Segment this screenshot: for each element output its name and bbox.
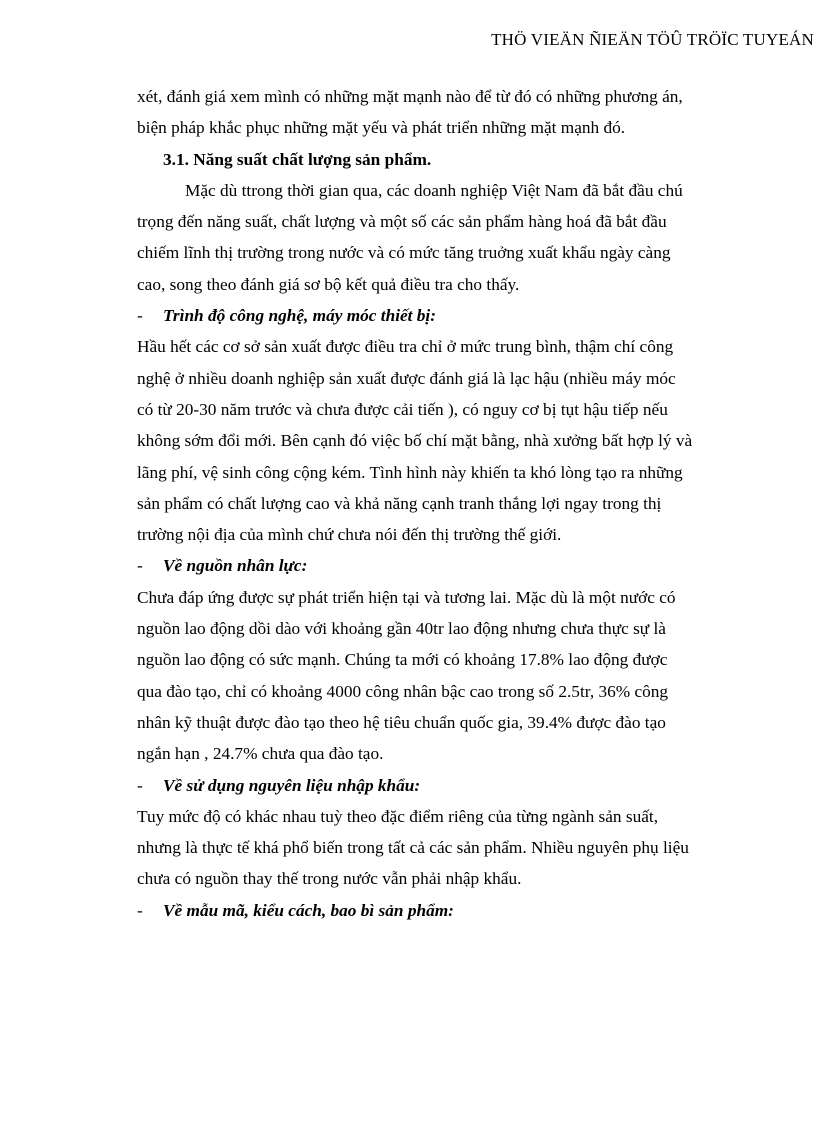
bullet-heading — [137, 300, 757, 331]
text-line: trường nội địa của mình chứ chưa nói đến thị trường thế giới. — [137, 525, 562, 545]
text-line: chiếm lĩnh thị trường trong nước và có mức tăng truởng xuất khẩu ngày càng — [137, 243, 671, 263]
bullet-heading-text: Về sử dụng nguyên liệu nhập khẩu: — [163, 775, 421, 795]
text-line: nhân kỹ thuật được đào tạo theo hệ tiêu chuẩn quốc gia, 39.4% được đào tạo — [137, 712, 666, 732]
page-header: THÖ VIEÄN ÑIEÄN TÖÛ TRÖÏC TUYEÁN — [491, 30, 814, 49]
text-line: có từ 20-30 năm trước và chưa được cải tiến ), có nguy cơ bị tụt hậu tiếp nếu — [137, 399, 668, 419]
text-line: biện pháp khắc phục những mặt yếu và phát triển những mặt mạnh đó. — [137, 118, 626, 138]
text-line: nghệ ở nhiều doanh nghiệp sản xuất được đánh giá là lạc hậu (nhiều máy móc — [137, 368, 676, 388]
text-line: nhưng là thực tế khá phổ biến trong tất cả các sản phẩm. Nhiều nguyên phụ liệu — [137, 838, 689, 858]
text-line: Mặc dù ttrong thời gian qua, các doanh nghiệp Việt Nam đã bắt đầu chú — [185, 180, 683, 200]
text-line: chưa có nguồn thay thế trong nước vẫn phải nhập khẩu. — [137, 869, 522, 889]
text-line: không sớm đổi mới. Bên cạnh đó việc bố chí mặt bằng, nhà xưởng bất hợp lý và — [137, 431, 693, 451]
text-line: Chưa đáp ứng được sự phát triển hiện tại và tương lai. Mặc dù là một nước có — [137, 587, 676, 607]
bullet-dash: - — [137, 306, 143, 326]
text-line: nguồn lao động có sức mạnh. Chúng ta mới có khoảng 17.8% lao động được — [137, 650, 668, 670]
text-line: ngắn hạn , 24.7% chưa qua đào tạo. — [137, 744, 384, 764]
text-line: Hầu hết các cơ sở sản xuất được điều tra chỉ ở mức trung bình, thậm chí công — [137, 337, 674, 357]
bullet-dash: - — [137, 775, 143, 795]
section-heading: 3.1. Năng suất chất lượng sản phẩm. — [163, 149, 432, 169]
text-line: lãng phí, vệ sinh công cộng kém. Tình hình này khiến ta khó lòng tạo ra những — [137, 462, 683, 482]
bullet-heading — [137, 550, 757, 581]
text-line: xét, đánh giá xem mình có những mặt mạnh nào để từ đó có những phương án, — [137, 87, 683, 106]
bullet-heading-text: Trình độ công nghệ, máy móc thiết bị: — [163, 306, 436, 326]
text-line: qua đào tạo, chỉ có khoảng 4000 công nhân bậc cao trong số 2.5tr, 36% công — [137, 681, 669, 701]
text-line: trọng đến năng suất, chất lượng và một số các sản phẩm hàng hoá đã bắt đầu — [137, 212, 667, 232]
text-line: sản phẩm có chất lượng cao và khả năng cạnh tranh thắng lợi ngay trong thị — [137, 493, 662, 513]
bullet-dash: - — [137, 900, 143, 920]
bullet-heading — [137, 895, 757, 926]
bullet-heading-text: Về mẫu mã, kiểu cách, bao bì sản phẩm: — [163, 900, 454, 920]
text-line: cao, song theo đánh giá sơ bộ kết quả điều tra cho thấy. — [137, 274, 520, 294]
bullet-dash: - — [137, 556, 143, 576]
bullet-heading — [137, 770, 757, 801]
text-line: Tuy mức độ có khác nhau tuỳ theo đặc điểm riêng của từng ngành sản suất, — [137, 806, 659, 826]
text-line: nguồn lao động dồi dào với khoảng gần 40tr lao động nhưng chưa thực sự là — [137, 619, 666, 639]
bullet-heading-text: Về nguồn nhân lực: — [163, 556, 308, 576]
document-body — [137, 81, 757, 926]
